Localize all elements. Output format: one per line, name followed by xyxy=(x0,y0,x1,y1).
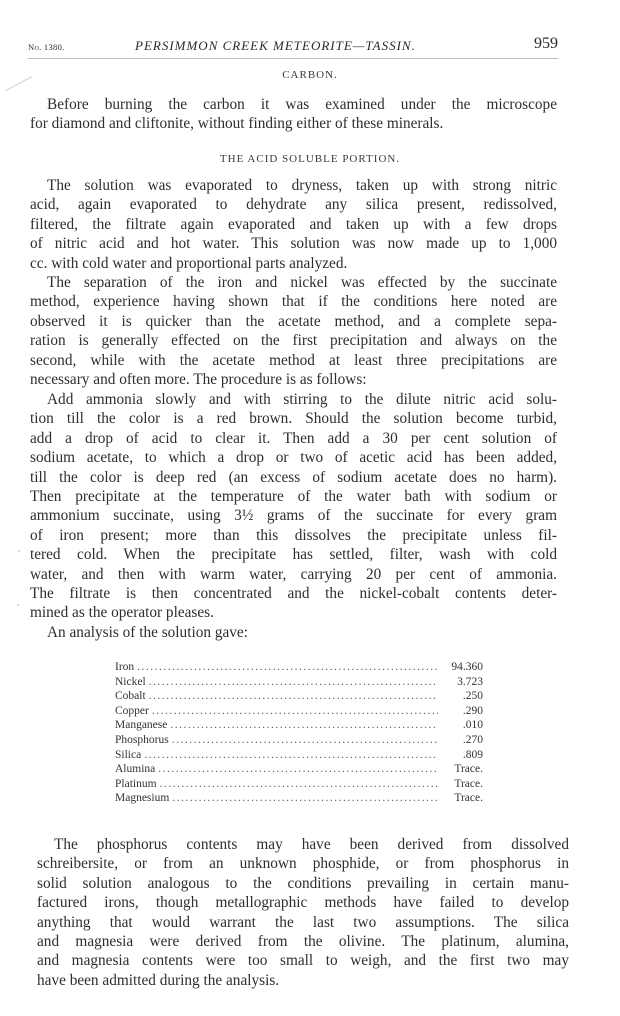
element-value: .250 xyxy=(462,690,483,703)
text-line: acid, again evaporated to dehydrate any silica present, redissolved, xyxy=(30,196,557,214)
text-line: of nitric acid and hot water. This solution was now made up to 1,000 xyxy=(30,235,557,253)
element-value: .290 xyxy=(462,704,483,717)
text-line: tered cold. When the precipitate has settled, filter, wash with cold xyxy=(30,546,557,564)
table-row xyxy=(115,762,483,777)
paragraph-carbon xyxy=(30,95,557,134)
table-row xyxy=(115,748,483,763)
text-line: The separation of the iron and nickel was effected by the succinate xyxy=(47,274,557,291)
analysis-table xyxy=(115,660,483,806)
element-value: Trace. xyxy=(454,763,483,776)
element-name: Copper xyxy=(115,704,149,717)
text-line: sodium acetate, to which a drop or two of acetic acid has been added, xyxy=(30,449,557,467)
leader-dots xyxy=(137,660,438,675)
leader-dots xyxy=(152,704,438,719)
text-line: Then precipitate at the temperature of the water bath with sodium or xyxy=(30,488,557,506)
text-line: till the color is deep red (an excess of sodium acetate does no harm). xyxy=(30,468,557,486)
table-row xyxy=(115,704,483,719)
text-line: factured irons, though metallographic methods have failed to develop xyxy=(37,894,569,912)
text-line: schreibersite, or from an unknown phosphide, or from phosphorus in xyxy=(37,855,569,873)
element-value: Trace. xyxy=(454,777,483,790)
text-line: The solution was evaporated to dryness, taken up with strong nitric xyxy=(47,177,557,194)
paragraph-analysis-intro xyxy=(30,623,557,642)
element-value: .270 xyxy=(462,733,483,746)
element-value: 3.723 xyxy=(457,675,483,688)
text-line: solid solution analogous to the conditions prevailing in certain manu- xyxy=(37,874,569,892)
leader-dots xyxy=(144,748,438,763)
paragraph-evaporation xyxy=(30,176,557,273)
table-row xyxy=(115,733,483,748)
text-line: cc. with cold water and proportional parts analyzed. xyxy=(30,254,348,272)
element-value: 94.360 xyxy=(451,661,483,673)
text-line: filtered, the filtrate again evaporated and taken up with a few drops xyxy=(30,215,557,233)
text-line: ration is generally effected on the first precipitation and always on the xyxy=(30,332,557,350)
element-name: Phosphorus xyxy=(115,733,169,746)
table-row xyxy=(115,660,483,675)
leader-dots xyxy=(172,791,438,806)
text-line: anything that would warrant the last two assumptions. The silica xyxy=(37,913,569,931)
paragraph-phosphorus-discussion xyxy=(37,835,569,990)
text-line: for diamond and cliftonite, without finding either of these minerals. xyxy=(30,115,444,133)
text-line: second, while with the acetate method at least three precipitations are xyxy=(30,351,557,369)
text-line: Add ammonia slowly and with stirring to the dilute nitric acid solu- xyxy=(47,391,557,408)
paper-speck xyxy=(18,550,20,552)
text-line: have been admitted during the analysis. xyxy=(37,971,280,989)
text-line: and magnesia were derived from the olivine. The platinum, alumina, xyxy=(37,933,569,951)
element-name: Silica xyxy=(115,748,142,761)
text-line: tion till the color is a red brown. Should the solution become turbid, xyxy=(30,410,557,428)
page-number: 959 xyxy=(534,35,558,52)
section-heading-carbon: CARBON. xyxy=(282,69,338,81)
table-row xyxy=(115,689,483,704)
text-line: mined as the operator pleases. xyxy=(30,604,214,622)
leader-dots xyxy=(149,675,438,690)
leader-dots xyxy=(160,777,438,792)
text-line: observed it is quicker than the acetate method, and a complete sepa- xyxy=(30,312,557,330)
element-name: Nickel xyxy=(115,675,146,688)
series-number: No. 1380. xyxy=(28,42,65,52)
running-header xyxy=(28,36,558,59)
leader-dots xyxy=(158,762,438,777)
text-line: add a drop of acid to clear it. Then add a 30 per cent solution of xyxy=(30,429,557,447)
text-line: The filtrate is then concentrated and the nickel-cobalt contents deter- xyxy=(30,585,557,603)
table-row xyxy=(115,791,483,806)
running-title: PERSIMMON CREEK METEORITE—TASSIN. xyxy=(135,38,416,53)
paragraph-procedure xyxy=(30,390,557,623)
paper-speck xyxy=(17,604,19,606)
section-heading-acid-soluble: THE ACID SOLUBLE PORTION. xyxy=(219,153,401,165)
leader-dots xyxy=(170,718,438,733)
element-name: Manganese xyxy=(115,719,168,732)
element-value: Trace. xyxy=(454,792,483,805)
leader-dots xyxy=(149,689,438,704)
element-name: Magnesium xyxy=(115,792,170,805)
text-line: water, and then with warm water, carrying 20 per cent of ammonia. xyxy=(30,565,557,583)
text-line: method, experience having shown that if the conditions here noted are xyxy=(30,293,557,311)
text-line: ammonium succinate, using 3½ grams of the succinate for every gram xyxy=(30,507,557,525)
text-line: An analysis of the solution gave: xyxy=(47,624,248,641)
text-line: and magnesia contents were too small to weigh, and the first two may xyxy=(37,952,569,970)
text-line: Before burning the carbon it was examined under the microscope xyxy=(47,96,557,113)
element-name: Alumina xyxy=(115,763,156,776)
text-line: necessary and often more. The procedure is as follows: xyxy=(30,371,367,389)
text-line: of iron present; more than this dissolves the precipitate unless fil- xyxy=(30,526,557,544)
table-row xyxy=(115,675,483,690)
text-line: The phosphorus contents may have been derived from dissolved xyxy=(54,836,569,853)
element-name: Iron xyxy=(115,661,135,673)
element-value: .010 xyxy=(462,719,483,732)
element-value: .809 xyxy=(462,748,483,761)
table-row xyxy=(115,777,483,792)
table-row xyxy=(115,718,483,733)
leader-dots xyxy=(172,733,438,748)
paragraph-separation xyxy=(30,273,557,389)
element-name: Platinum xyxy=(115,777,157,790)
element-name: Cobalt xyxy=(115,690,146,703)
